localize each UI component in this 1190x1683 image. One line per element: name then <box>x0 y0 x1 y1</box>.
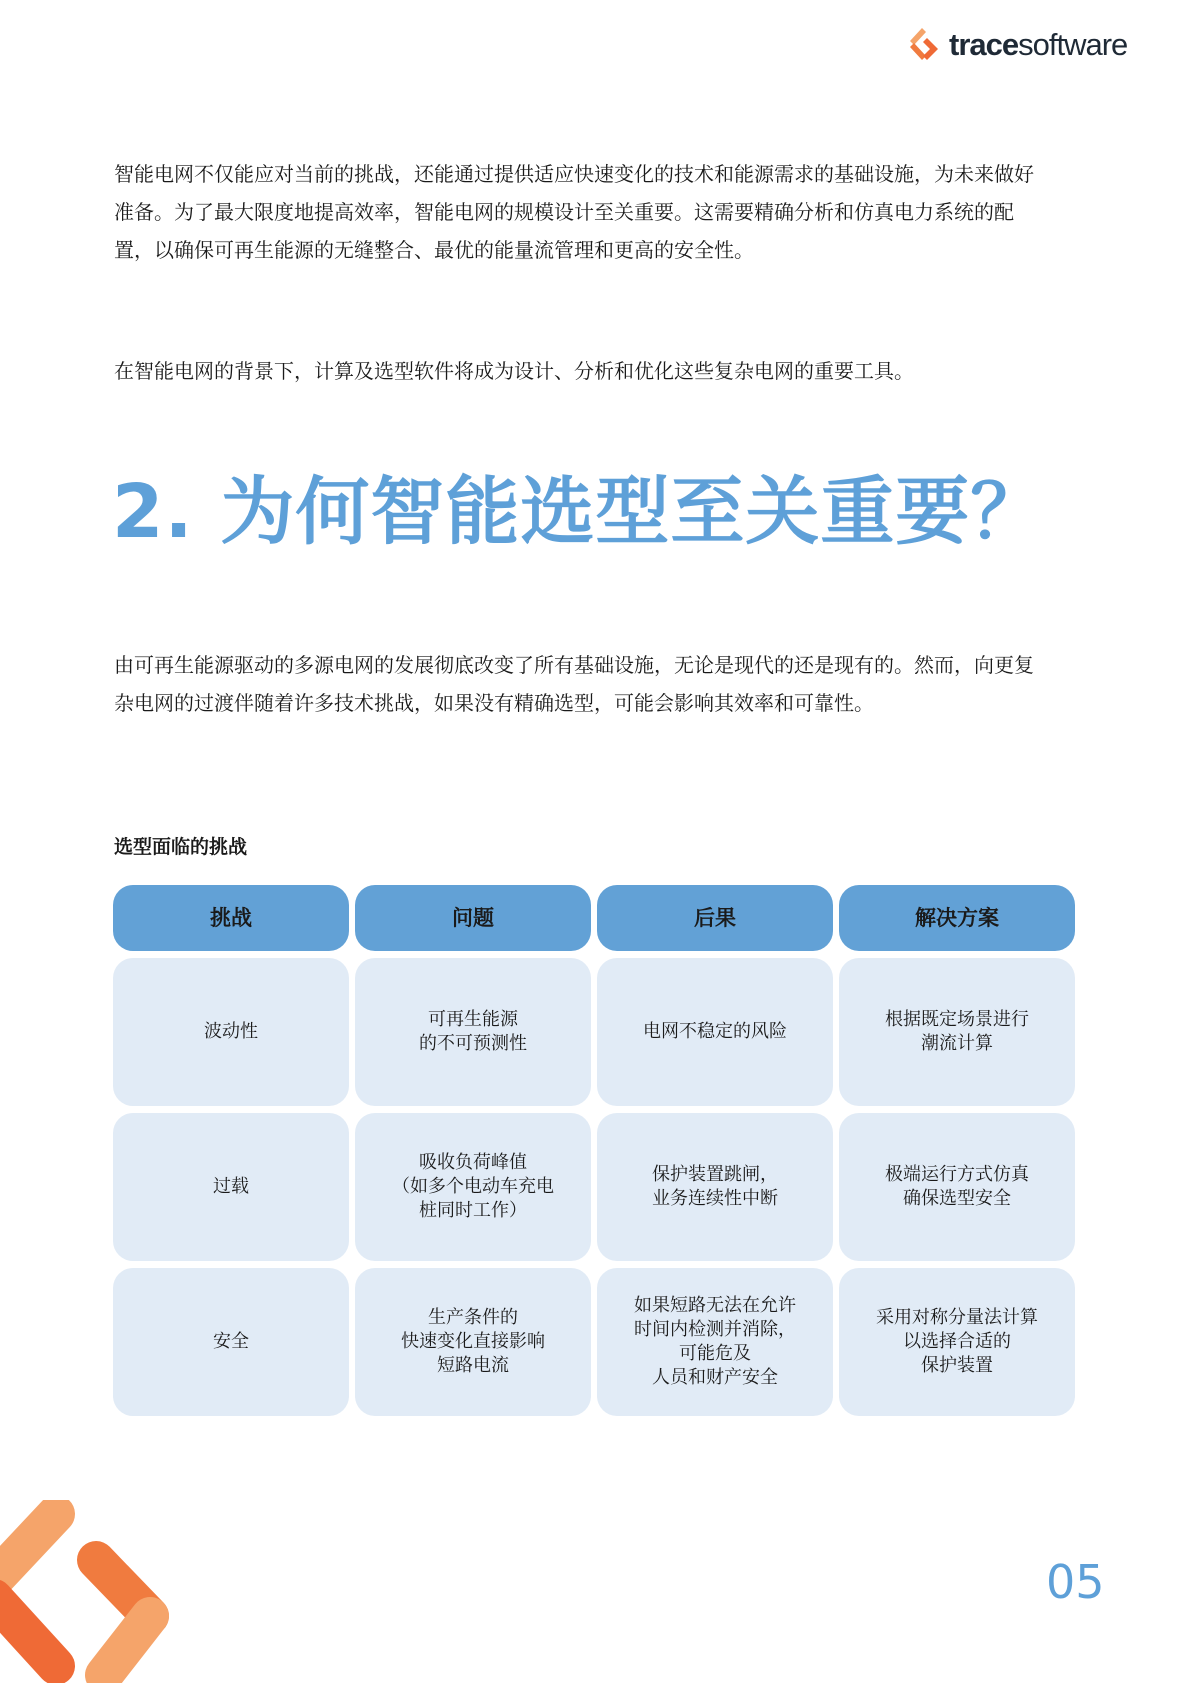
table-cell: 如果短路无法在允许 时间内检测并消除， 可能危及 人员和财产安全 <box>597 1268 833 1416</box>
table-header-problem: 问题 <box>355 885 591 951</box>
table-cell: 吸收负荷峰值 （如多个电动车充电 桩同时工作） <box>355 1113 591 1261</box>
table-header-consequence: 后果 <box>597 885 833 951</box>
table-cell: 保护装置跳闸， 业务连续性中断 <box>597 1113 833 1261</box>
table-header-solution: 解决方案 <box>839 885 1075 951</box>
table-cell: 根据既定场景进行 潮流计算 <box>839 958 1075 1106</box>
challenges-table <box>113 885 1076 1416</box>
table-cell: 可再生能源 的不可预测性 <box>355 958 591 1106</box>
table-cell: 过载 <box>113 1113 349 1261</box>
table-header-challenge: 挑战 <box>113 885 349 951</box>
intro-paragraph: 智能电网不仅能应对当前的挑战，还能通过提供适应快速变化的技术和能源需求的基础设施，为未来做好准备。为了最大限度地提高效率，智能电网的规模设计至关重要。这需要精确分析和仿真电力系统的配置，以确保可再生能源的无缝整合、最优的能量流管理和更高的安全性。 <box>114 162 1034 262</box>
brand-wordmark <box>949 26 1128 62</box>
table-cell: 波动性 <box>113 958 349 1106</box>
table-cell: 采用对称分量法计算 以选择合适的 保护装置 <box>839 1268 1075 1416</box>
table-caption: 选型面临的挑战 <box>114 836 248 858</box>
table-cell: 电网不稳定的风险 <box>597 958 833 1106</box>
brand-name-bold: trace <box>949 26 1019 62</box>
corner-chevron-decoration <box>0 1500 190 1683</box>
brand-logo <box>905 22 1127 66</box>
table-cell: 极端运行方式仿真 确保选型安全 <box>839 1113 1075 1261</box>
page-number: 05 <box>1046 1555 1105 1609</box>
trace-logo-icon <box>905 24 943 64</box>
software-paragraph: 在智能电网的背景下，计算及选型软件将成为设计、分析和优化这些复杂电网的重要工具。 <box>114 359 914 383</box>
table-cell: 安全 <box>113 1268 349 1416</box>
section-heading: 2. 为何智能选型至关重要？ <box>112 469 1046 555</box>
table-cell: 生产条件的 快速变化直接影响 短路电流 <box>355 1268 591 1416</box>
brand-name-light: software <box>1018 26 1128 62</box>
challenge-paragraph: 由可再生能源驱动的多源电网的发展彻底改变了所有基础设施，无论是现代的还是现有的。然而，向更复杂电网的过渡伴随着许多技术挑战，如果没有精确选型，可能会影响其效率和可靠性。 <box>114 653 1034 715</box>
